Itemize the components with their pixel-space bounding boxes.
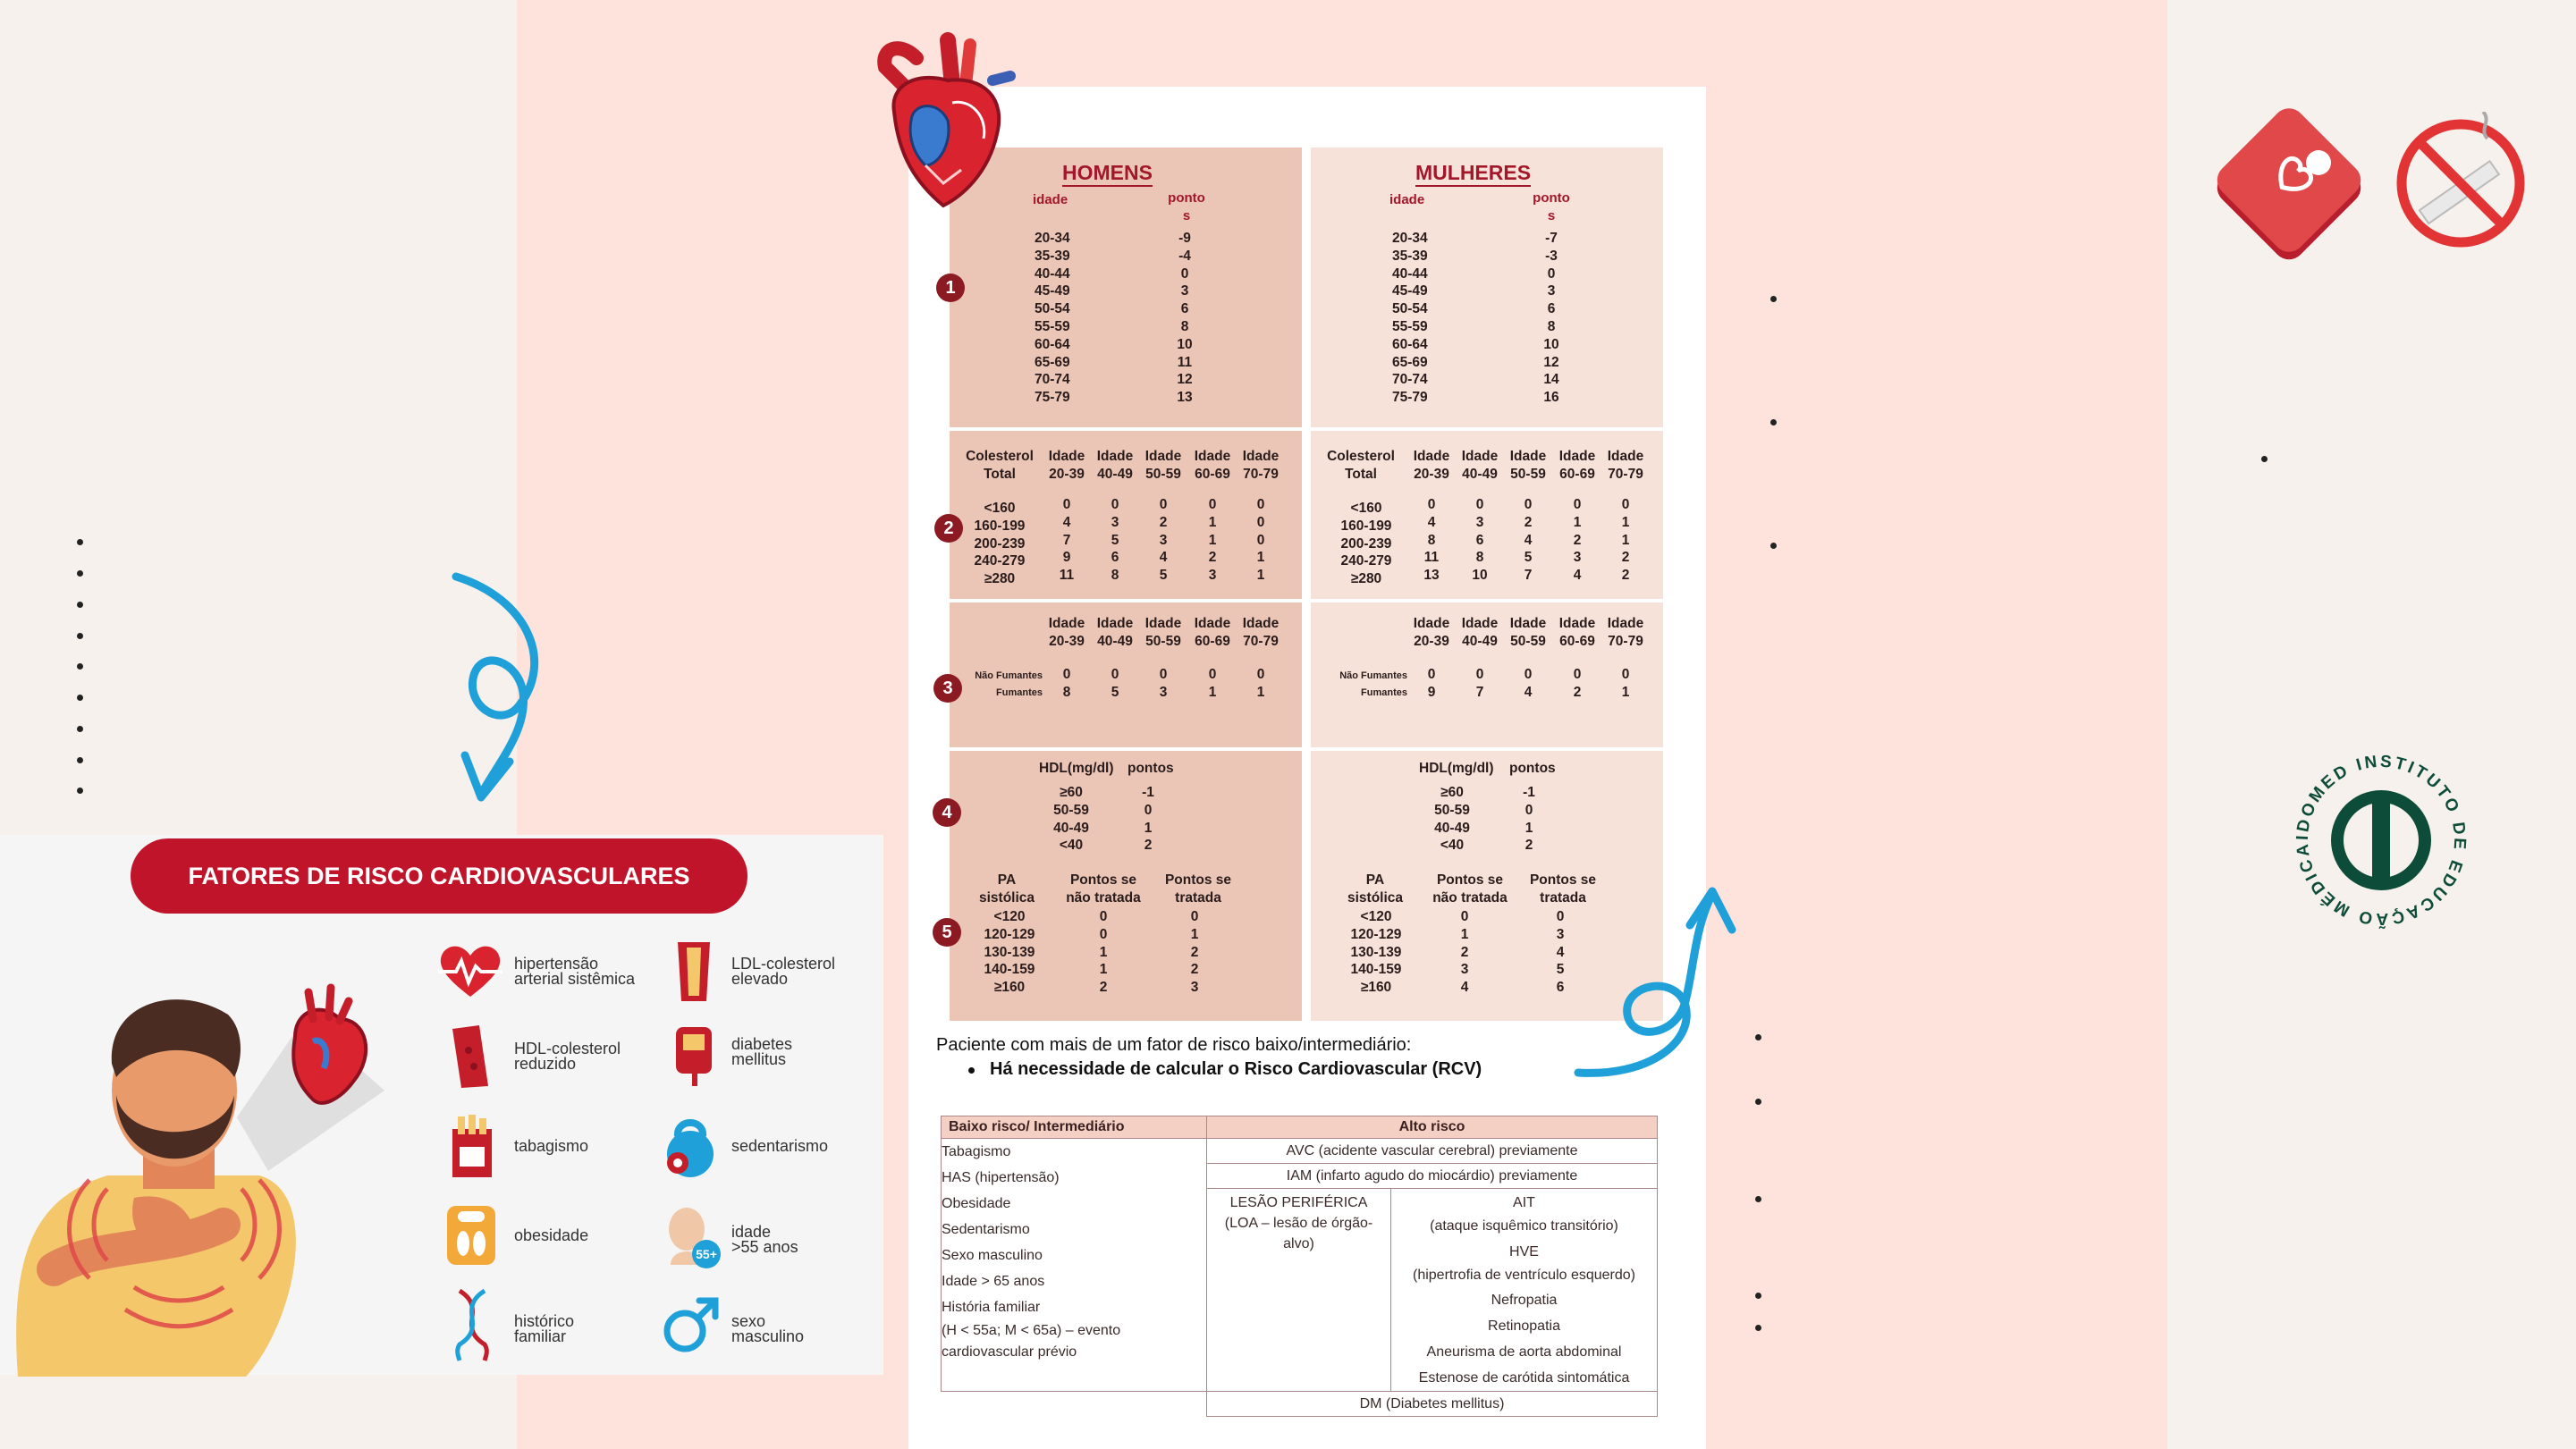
risk-label-obesity: obesidade	[514, 1226, 589, 1244]
kettlebell-icon	[660, 1113, 721, 1179]
women-hdl-label: HDL(mg/dl)	[1419, 761, 1494, 776]
high-risk-dm: DM (Diabetes mellitus)	[1207, 1392, 1658, 1417]
women-smoke-age-2: Idade 40-49	[1461, 616, 1499, 649]
men-hdl-label: HDL(mg/dl)	[1039, 761, 1114, 776]
men-pa-t-label: Pontos se tratada	[1164, 872, 1232, 906]
women-age-panel	[1311, 147, 1663, 427]
low-risk-item: Tabagismo	[942, 1144, 1011, 1159]
men-age-col-5: Idade 70-79	[1242, 449, 1280, 482]
bullet-dot	[2261, 456, 2268, 462]
women-smoke-age-4: Idade 60-69	[1558, 616, 1596, 649]
men-smoke-age-4: Idade 60-69	[1194, 616, 1231, 649]
no-smoking-icon	[2389, 112, 2532, 255]
women-pa-t-label: Pontos se tratada	[1529, 872, 1597, 906]
men-smoke-col-4: 0 1	[1208, 667, 1217, 700]
loa-item: Nefropatia	[1491, 1293, 1558, 1308]
dna-icon	[452, 1287, 492, 1364]
men-smoke-rows: Não Fumantes Fumantes	[975, 670, 1043, 698]
men-points-header: ponto s	[1168, 190, 1205, 223]
bullet-dot	[77, 663, 83, 670]
men-hdl-points-label: pontos	[1128, 761, 1174, 776]
men-chol-col-3: 0 2 3 4 5	[1159, 497, 1168, 584]
women-pa-label: PA sistólica	[1347, 872, 1404, 906]
risk-table	[941, 1116, 1658, 1417]
men-smoke-age-5: Idade 70-79	[1242, 616, 1280, 649]
step-5-badge: 5	[933, 918, 961, 947]
loa-item: Retinopatia	[1488, 1318, 1560, 1334]
women-chol-col-4: 0 1 2 3 4	[1573, 497, 1582, 584]
bullet-dot	[1755, 1293, 1761, 1299]
women-points-header: ponto s	[1533, 190, 1570, 223]
women-smoke-col-3: 0 4	[1524, 667, 1533, 700]
men-chol-col-5: 0 0 0 1 1	[1256, 497, 1265, 584]
bullet-dot	[1770, 419, 1777, 425]
bullet-dot	[77, 726, 83, 732]
step-1-badge: 1	[936, 274, 965, 302]
women-age-col-5: Idade 70-79	[1607, 449, 1644, 482]
risk-label-male-sex: sexo masculino	[731, 1312, 805, 1345]
curly-arrow-up-icon	[1569, 880, 1748, 1086]
women-age-col-2: Idade 40-49	[1461, 449, 1499, 482]
ldl-vessel-icon	[672, 939, 715, 1005]
men-age-col-1: Idade 20-39	[1048, 449, 1085, 482]
women-chol-col-1: 0 4 8 11 13	[1423, 497, 1440, 584]
women-smoke-col-1: 0 9	[1427, 667, 1436, 700]
men-smoke-age-1: Idade 20-39	[1048, 616, 1085, 649]
men-pa-nt-values: 0 0 1 1 2	[1099, 909, 1108, 996]
risk-label-hdl: HDL-colesterol reduzido	[514, 1040, 621, 1073]
risk-label-smoking: tabagismo	[514, 1137, 589, 1155]
women-smoke-age-5: Idade 70-79	[1607, 616, 1644, 649]
women-smoke-col-2: 0 7	[1475, 667, 1484, 700]
bullet-dot	[77, 570, 83, 577]
glucometer-icon	[672, 1024, 715, 1090]
men-title: HOMENS	[1062, 161, 1153, 187]
men-age-points: -9 -4 0 3 6 8 10 11 12 13	[1177, 231, 1193, 406]
women-age-col-4: Idade 60-69	[1558, 449, 1596, 482]
men-age-header: idade	[1033, 192, 1068, 207]
bullet-dot	[1755, 1099, 1761, 1105]
women-hdl-points-label: pontos	[1509, 761, 1556, 776]
bullet-dot	[77, 695, 83, 701]
men-chol-col-1: 0 4 7 9 11	[1059, 497, 1075, 584]
low-risk-item: Sedentarismo	[942, 1222, 1030, 1237]
men-age-col-3: Idade 50-59	[1144, 449, 1182, 482]
women-chol-col-2: 0 3 6 8 10	[1472, 497, 1488, 584]
women-hdl-rows: ≥60 50-59 40-49 <40	[1434, 785, 1470, 854]
loa-item: AIT (ataque isquêmico transitório)	[1430, 1195, 1618, 1234]
men-chol-rows: <160 160-199 200-239 240-279 ≥280	[974, 501, 1026, 587]
loa-item: HVE (hipertrofia de ventrículo esquerdo)	[1412, 1244, 1636, 1283]
infographic-title: FATORES DE RISCO CARDIOVASCULARES	[131, 838, 747, 914]
low-risk-item: Sexo masculino	[942, 1248, 1043, 1263]
women-chol-col-5: 0 1 1 2 2	[1621, 497, 1630, 584]
logo-text: IDOMED INSTITUTO DE EDUCAÇÃO MÉDICA	[2293, 752, 2470, 929]
loa-item: Aneurisma de aorta abdominal	[1426, 1344, 1622, 1360]
men-chol-col-4: 0 1 1 2 3	[1208, 497, 1217, 584]
hdl-vessel-icon	[449, 1024, 492, 1090]
women-hdl-points: -1 0 1 2	[1523, 785, 1535, 854]
men-chol-title: Colesterol Total	[966, 449, 1034, 482]
women-chol-col-3: 0 2 4 5 7	[1524, 497, 1533, 584]
note-bullet-dot	[968, 1067, 975, 1074]
low-risk-item: História familiar	[942, 1300, 1041, 1315]
men-pa-label: PA sistólica	[978, 872, 1035, 906]
elderly-icon	[660, 1202, 722, 1274]
scale-icon	[443, 1202, 499, 1268]
women-smoke-col-4: 0 2	[1573, 667, 1582, 700]
bullet-dot	[1755, 1034, 1761, 1040]
low-risk-header: Baixo risco/ Intermediário	[942, 1116, 1207, 1139]
women-age-list: 20-34 35-39 40-44 45-49 50-54 55-59 60-64 65-69 70-74 75-79	[1392, 231, 1428, 406]
men-age-col-2: Idade 40-49	[1096, 449, 1134, 482]
men-hdl-rows: ≥60 50-59 40-49 <40	[1053, 785, 1089, 854]
high-risk-iam: IAM (infarto agudo do miocárdio) previamente	[1207, 1164, 1658, 1189]
step-4-badge: 4	[933, 798, 961, 827]
low-risk-item: (H < 55a; M < 65a) – evento cardiovascular prévio	[942, 1323, 1121, 1360]
men-smoke-age-2: Idade 40-49	[1096, 616, 1134, 649]
men-age-list: 20-34 35-39 40-44 45-49 50-54 55-59 60-64 65-69 70-74 75-79	[1035, 231, 1070, 406]
women-age-col-1: Idade 20-39	[1413, 449, 1450, 482]
bullet-dot	[77, 757, 83, 763]
bathroom-scale-heart-icon	[2209, 107, 2369, 268]
men-hdl-points: -1 0 1 2	[1142, 785, 1154, 854]
step-2-badge: 2	[934, 514, 963, 543]
women-age-points: -7 -3 0 3 6 8 10 12 14 16	[1543, 231, 1559, 406]
loa-item: Estenose de carótida sintomática	[1418, 1370, 1630, 1386]
women-chol-rows: <160 160-199 200-239 240-279 ≥280	[1340, 501, 1392, 587]
men-smoke-col-2: 0 5	[1111, 667, 1119, 700]
bullet-dot	[1755, 1325, 1761, 1331]
bullet-dot	[1770, 543, 1777, 549]
step-3-badge: 3	[933, 674, 962, 703]
high-risk-avc: AVC (acidente vascular cerebral) previamente	[1207, 1139, 1658, 1164]
low-risk-list	[942, 1139, 1207, 1392]
risk-label-diabetes: diabetes mellitus	[731, 1035, 793, 1068]
bullet-dot	[77, 539, 83, 545]
bullet-dot	[1770, 296, 1777, 302]
bullet-dot	[77, 602, 83, 608]
men-pa-t-values: 0 1 2 2 3	[1190, 909, 1199, 996]
age-badge: 55+	[696, 1247, 717, 1261]
low-risk-item: HAS (hipertensão)	[942, 1170, 1060, 1185]
men-chol-col-2: 0 3 5 6 8	[1111, 497, 1119, 584]
women-age-header: idade	[1389, 192, 1425, 207]
women-smoke-age-1: Idade 20-39	[1413, 616, 1450, 649]
man-chest-pain-illustration	[0, 965, 384, 1377]
idomed-logo	[2287, 746, 2475, 934]
male-symbol-icon	[662, 1292, 721, 1354]
women-pa-t-values: 0 3 4 5 6	[1556, 909, 1565, 996]
empty-cell	[942, 1392, 1207, 1417]
women-pa-nt-values: 0 1 2 3 4	[1460, 909, 1469, 996]
men-smoke-col-1: 0 8	[1062, 667, 1071, 700]
risk-label-hypertension: hipertensão arterial sistêmica	[514, 955, 636, 988]
women-pa-rows: <120 120-129 130-139 140-159 ≥160	[1350, 909, 1402, 996]
low-risk-item: Obesidade	[942, 1196, 1011, 1211]
women-title: MULHERES	[1415, 161, 1531, 187]
heart-pulse-icon	[436, 943, 504, 998]
risk-label-family-history: histórico familiar	[514, 1312, 575, 1345]
men-pa-rows: <120 120-129 130-139 140-159 ≥160	[984, 909, 1035, 996]
high-risk-header: Alto risco	[1207, 1116, 1658, 1139]
men-smoke-col-3: 0 3	[1159, 667, 1168, 700]
women-age-col-3: Idade 50-59	[1509, 449, 1547, 482]
anatomical-heart-icon	[863, 31, 1028, 219]
women-smoke-age-3: Idade 50-59	[1509, 616, 1547, 649]
cigarette-pack-icon	[449, 1113, 495, 1179]
men-smoke-age-3: Idade 50-59	[1144, 616, 1182, 649]
note-line: Paciente com mais de um fator de risco baixo/intermediário:	[936, 1035, 1412, 1055]
low-risk-item: Idade > 65 anos	[942, 1274, 1045, 1289]
men-smoke-col-5: 0 1	[1256, 667, 1265, 700]
curly-arrow-down-icon	[429, 563, 572, 813]
women-pa-nt-label: Pontos se não tratada	[1432, 872, 1508, 906]
women-chol-title: Colesterol Total	[1327, 449, 1395, 482]
loa-cell: LESÃO PERIFÉRICA (LOA – lesão de órgão- alvo)	[1207, 1189, 1391, 1392]
women-smoke-rows: Não Fumantes Fumantes	[1339, 670, 1407, 698]
men-age-col-4: Idade 60-69	[1194, 449, 1231, 482]
risk-label-sedentary: sedentarismo	[731, 1137, 829, 1155]
bullet-dot	[77, 633, 83, 639]
women-smoke-col-5: 0 1	[1621, 667, 1630, 700]
note-bullet: Há necessidade de calcular o Risco Cardiovascular (RCV)	[990, 1059, 1482, 1079]
loa-items	[1391, 1189, 1658, 1392]
risk-label-age: idade >55 anos	[731, 1223, 798, 1256]
men-pa-nt-label: Pontos se não tratada	[1066, 872, 1141, 906]
bullet-dot	[77, 788, 83, 794]
risk-label-ldl: LDL-colesterol elevado	[731, 955, 836, 988]
bullet-dot	[1755, 1196, 1761, 1202]
